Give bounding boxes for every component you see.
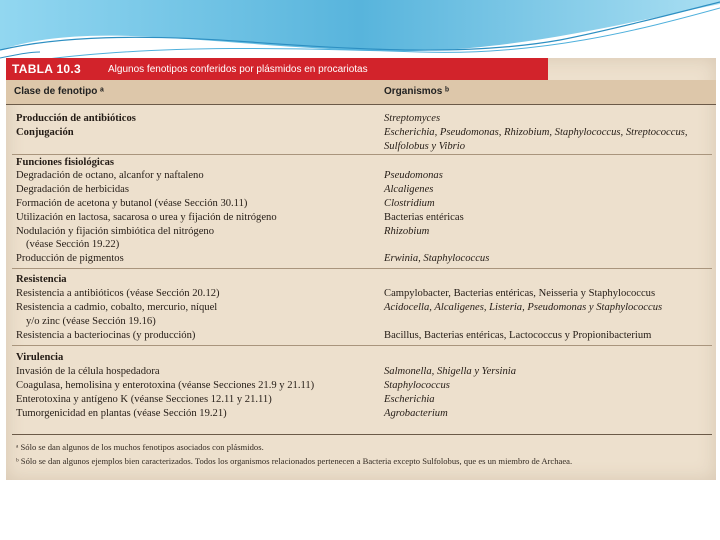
table-title-bar	[6, 58, 548, 80]
section-divider	[12, 268, 712, 269]
header-organisms: Organismos ᵇ	[384, 86, 450, 97]
footnote-b: ᵇ Sólo se dan algunos ejemplos bien caracterizados. Todos los organismos relacionados pertenecen a Bacteria excepto Sulfolobus, que es un miembro de Archaea.	[16, 456, 573, 466]
section-divider	[12, 345, 712, 346]
section-divider	[12, 154, 712, 155]
table-caption: Algunos fenotipos conferidos por plásmidos en procariotas	[108, 63, 368, 75]
footnote-a: ᵃ Sólo se dan algunos de los muchos fenotipos asociados con plásmidos.	[16, 442, 264, 452]
header-phenotype-class: Clase de fenotipo ᵃ	[14, 86, 104, 97]
decorative-swoosh	[0, 0, 720, 62]
table-number: TABLA 10.3	[12, 62, 82, 76]
table-page: TABLA 10.3 Algunos fenotipos conferidos por plásmidos en procariotas Clase de fenotipo ᵃ Organismos ᵇ Producción de antibióticos Streptomyces Conjugación Escherichia, Pseudomonas, Rhizobium, Staphylococcus, Streptococcus, Sulfolobus y Vibrio Funciones fisiológicas Degradación de octano, alcanfor y naftaleno Pseudomonas Degradación de herbicidas Alcaligenes Formación de acetona y butanol (véase Sección 30.11) Clostridium Utilización en lactosa, sacarosa o urea y fijación de nitrógeno Bacterias entéricas Nodulación y fijación simbiótica del nitrógeno Rhizobium (véase Sección 19.22) Producción de pigmentos Erwinia, Staphylococcus Resistencia Resistencia a antibióticos (véase Sección 20.12) Campylobacter, Bacterias entéricas, Neisseria y Staphylococcus Resistencia a cadmio, cobalto, mercurio, níquel Acidocella, Alcaligenes, Listeria, Pseudomonas y Staphylococcus y/o zinc (véase Sección 19.16) Resistencia a bacteriocinas (y producción) Bacillus, Bacterias entéricas, Lactococcus y Propionibacterium Virulencia Invasión de la célula hospedadora Salmonella, Shigella y Yersinia Coagulasa, hemolisina y enterotoxina (véanse Secciones 21.9 y 21.11) Staphylococcus Enterotoxina y antígeno K (véanse Secciones 12.11 y 21.11) Escherichia Tumorgenicidad en plantas (véase Sección 19.21) Agrobacterium ᵃ Sólo se dan algunos de los muchos fenotipos asociados con plásmidos. ᵇ Sólo se dan algunos ejemplos bien caracterizados. Todos los organismos relacionados pertenecen a Bacteria excepto Sulfolobus, que es un miembro de Archaea.	[6, 58, 716, 480]
footer-divider	[12, 434, 712, 435]
table-header	[6, 80, 716, 105]
